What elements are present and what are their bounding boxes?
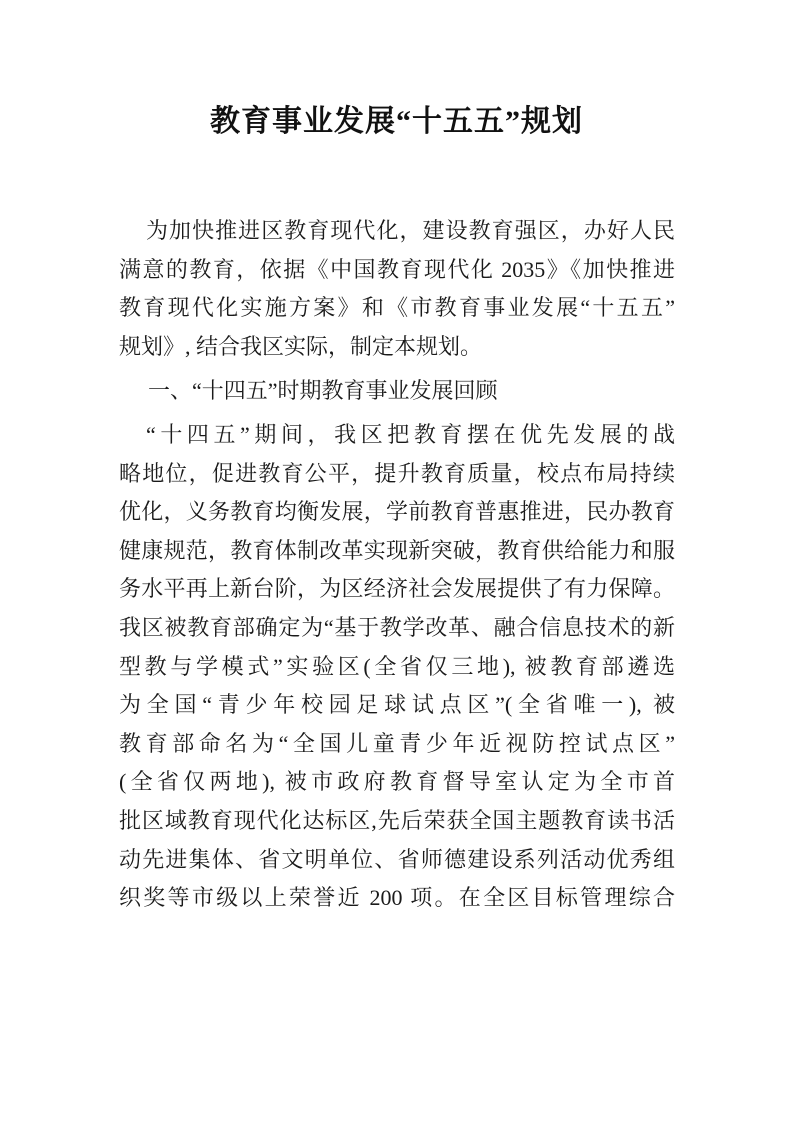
- text-line: 略地位，促进教育公平，提升教育质量，校点布局持续: [119, 460, 675, 486]
- text-line: 务水平再上新台阶，为区经济社会发展提供了有力保障。: [119, 576, 675, 602]
- text-line: 型教与学模式”实验区(全省仅三地), 被教育部遴选: [119, 653, 675, 679]
- text-line: 批区域教育现代化达标区,先后荣获全国主题教育读书活: [119, 807, 675, 833]
- text-line: (全省仅两地), 被市政府教育督导室认定为全市首: [119, 769, 675, 795]
- intro-paragraph: [119, 212, 675, 366]
- text-line: 健康规范，教育体制改革实现新突破，教育供给能力和服: [119, 537, 675, 563]
- document-title: 教育事业发展“十五五”规划: [210, 105, 583, 138]
- text-line: 优化，义务教育均衡发展，学前教育普惠推进，民办教育: [119, 499, 675, 525]
- text-line: 我区被教育部确定为“基于教学改革、融合信息技术的新: [119, 614, 675, 640]
- section-heading: [119, 372, 675, 411]
- text-line: 一、“十四五”时期教育事业发展回顾: [148, 378, 498, 404]
- document-body: [119, 212, 675, 918]
- review-paragraph: [119, 416, 675, 918]
- text-line: 动先进集体、省文明单位、省师德建设系列活动优秀组: [119, 846, 675, 872]
- text-line: 教育现代化实施方案》和《市教育事业发展“十五五”: [119, 295, 675, 321]
- text-line: 满意的教育，依据《中国教育现代化 2035》《加快推进: [119, 256, 675, 282]
- text-line: 为全国“青少年校园足球试点区”(全省唯一), 被: [119, 692, 675, 718]
- text-line: “十四五”期间，我区把教育摆在优先发展的战: [146, 421, 675, 447]
- text-line: 教育部命名为“全国儿童青少年近视防控试点区”: [119, 730, 675, 756]
- text-line: 为加快推进区教育现代化，建设教育强区，办好人民: [146, 218, 675, 243]
- text-line: 织奖等市级以上荣誉近 200 项。在全区目标管理综合: [119, 885, 675, 911]
- text-line: 规划》, 结合我区实际，制定本规划。: [119, 333, 483, 359]
